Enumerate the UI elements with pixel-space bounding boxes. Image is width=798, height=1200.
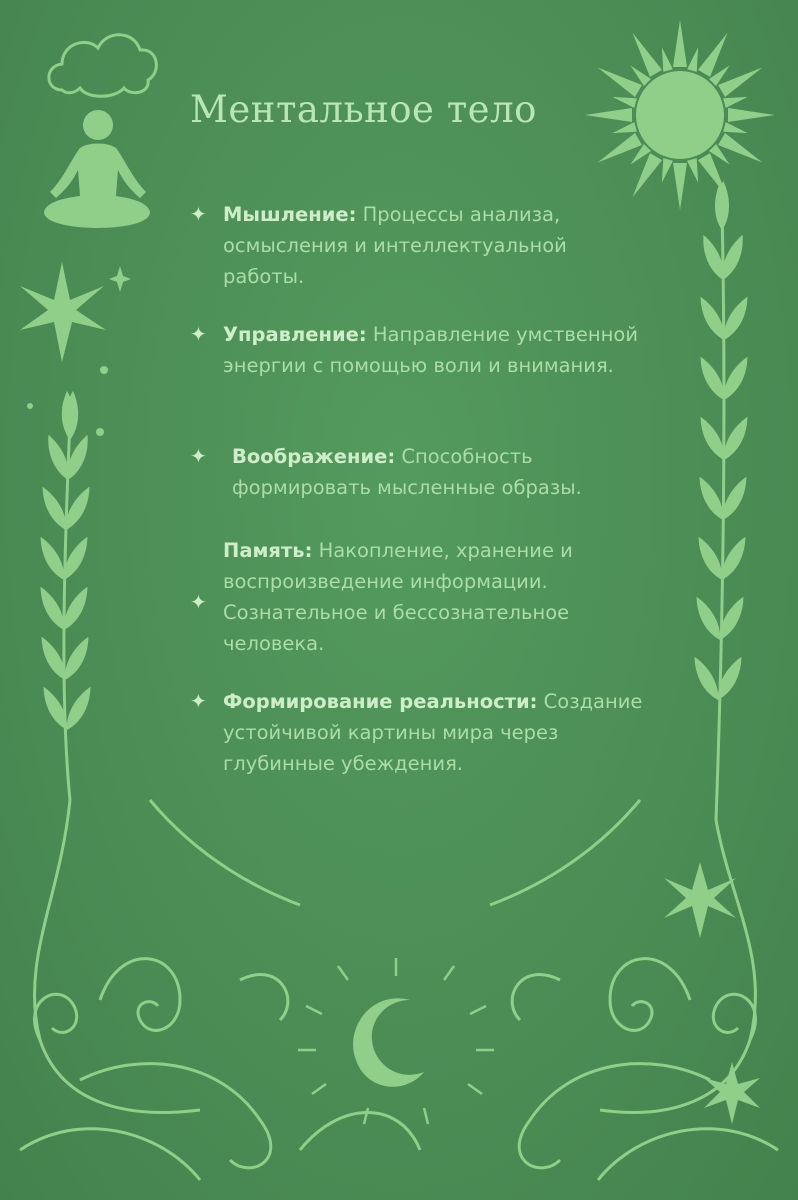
leaf-branch-icon xyxy=(682,181,760,820)
item-description: Направление умственной энергии с помощью воли и внимания. xyxy=(223,323,639,377)
leaf-branch-icon xyxy=(28,391,103,800)
item-term: Управление: xyxy=(223,323,367,346)
sparkle-bullet-icon: ✦ xyxy=(190,202,207,226)
meditating-person-icon xyxy=(44,110,150,228)
item-term: Формирование реальности: xyxy=(223,690,538,713)
item-term: Память: xyxy=(223,539,313,562)
cloud-icon xyxy=(49,35,157,97)
item-description: Способность формировать мысленные образы. xyxy=(232,445,582,499)
item-description: Процессы анализа, осмысления и интеллектуальной работы. xyxy=(223,203,567,288)
item-description: Создание устойчивой картины мира через глубинные убеждения. xyxy=(223,690,643,775)
swirl-ornament xyxy=(20,800,778,1180)
sparkle-bullet-icon: ✦ xyxy=(190,590,207,614)
sparkle-bullet-icon: ✦ xyxy=(190,444,207,468)
sparkle-bullet-icon: ✦ xyxy=(190,689,207,713)
crescent-moon-icon xyxy=(298,958,494,1124)
page-title: Ментальное тело xyxy=(190,88,537,131)
sun-icon xyxy=(585,20,775,210)
item-description: Накопление, хранение и воспроизведение информации. Сознательное и бессознательное человека. xyxy=(223,539,573,655)
item-term: Мышление: xyxy=(223,203,357,226)
item-term: Воображение: xyxy=(232,445,396,468)
sparkle-star-icon xyxy=(664,862,760,1124)
sparkle-bullet-icon: ✦ xyxy=(190,322,207,346)
